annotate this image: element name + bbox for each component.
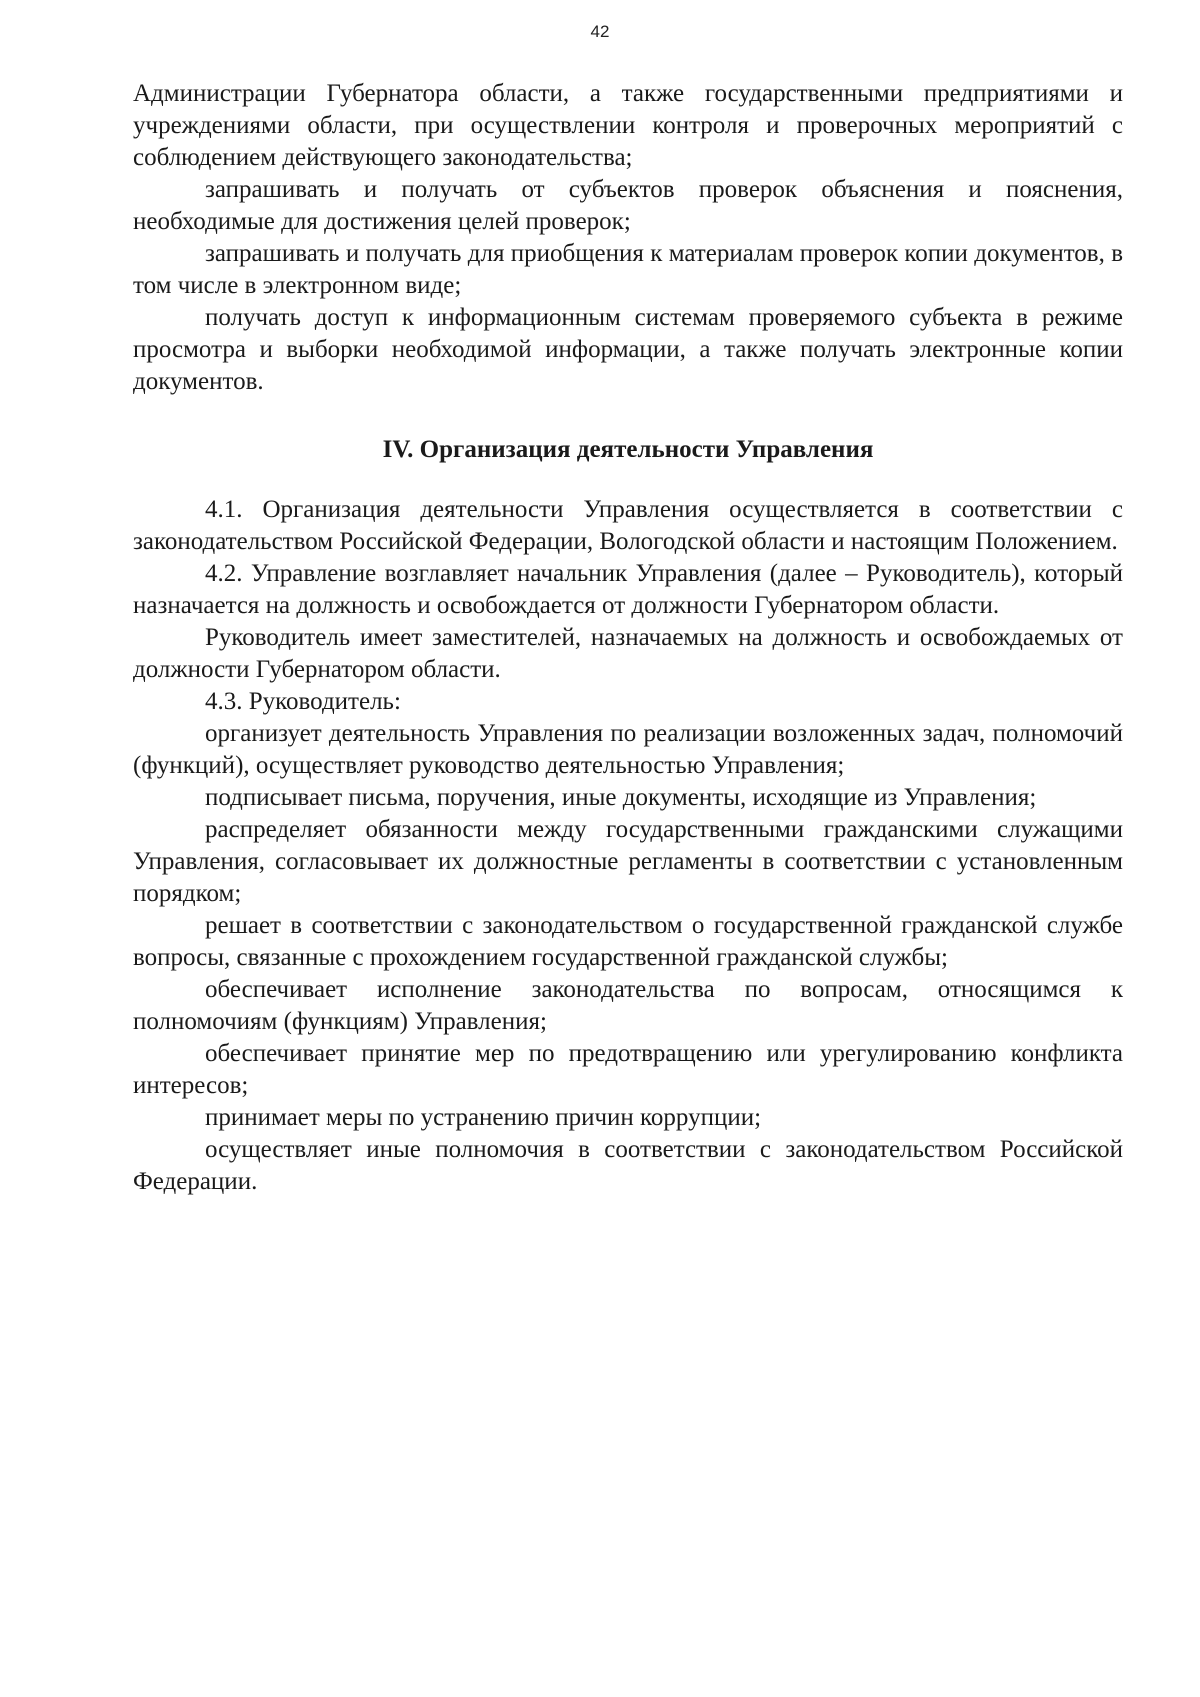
paragraph-4-1: 4.1. Организация деятельности Управления осуществляется в соответствии с законодательством Российской Федерации, Вологодской области и настоящим Положением.: [133, 496, 1123, 555]
paragraph-deputies: Руководитель имеет заместителей, назначаемых на должность и освобождаемых от должности Губернатором области.: [133, 624, 1123, 683]
paragraph-access-systems: получать доступ к информационным системам проверяемого субъекта в режиме просмотра и выборки необходимой информации, а также получать электронные копии документов.: [133, 304, 1123, 395]
paragraph-other-powers: осуществляет иные полномочия в соответствии с законодательством Российской Федерации.: [133, 1136, 1123, 1195]
paragraph-request-copies: запрашивать и получать для приобщения к материалам проверок копии документов, в том числе в электронном виде;: [133, 240, 1123, 299]
paragraph-request-explanations: запрашивать и получать от субъектов проверок объяснения и пояснения, необходимые для достижения целей проверок;: [133, 176, 1123, 235]
paragraph-4-3: 4.3. Руководитель:: [205, 688, 401, 715]
paragraph-corruption: принимает меры по устранению причин коррупции;: [205, 1104, 762, 1131]
section-heading: IV. Организация деятельности Управления: [382, 436, 874, 463]
paragraph-distributes: распределяет обязанности между государственными гражданскими служащими Управления, согласовывает их должностные регламенты в соответствии с установленным порядком;: [133, 816, 1123, 907]
document-body: [133, 78, 1123, 1198]
paragraph-ensures-law: обеспечивает исполнение законодательства по вопросам, относящимся к полномочиям (функциям) Управления;: [133, 976, 1123, 1035]
paragraph-decides: решает в соответствии с законодательством о государственной гражданской службе вопросы, связанные с прохождением государственной гражданской службы;: [133, 912, 1123, 971]
paragraph-conflict-interest: обеспечивает принятие мер по предотвращению или урегулированию конфликта интересов;: [133, 1040, 1123, 1099]
paragraph-continuation: Администрации Губернатора области, а также государственными предприятиями и учреждениями области, при осуществлении контроля и проверочных мероприятий с соблюдением действующего законодательства;: [133, 80, 1123, 171]
page-number: 42: [590, 22, 610, 41]
paragraph-organizes: организует деятельность Управления по реализации возложенных задач, полномочий (функций), осуществляет руководство деятельностью Управления;: [133, 720, 1123, 779]
paragraph-4-2: 4.2. Управление возглавляет начальник Управления (далее – Руководитель), который назначается на должность и освобождается от должности Губернатором области.: [133, 560, 1123, 619]
paragraph-signs: подписывает письма, поручения, иные документы, исходящие из Управления;: [205, 784, 1037, 811]
